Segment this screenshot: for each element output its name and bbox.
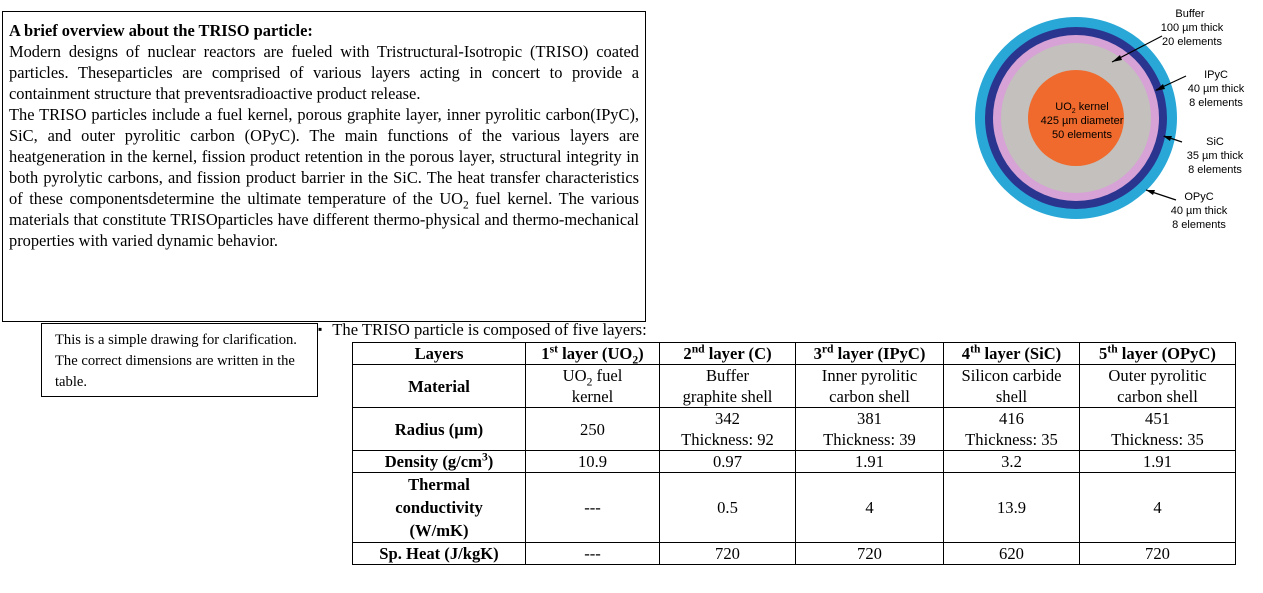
row-label-spheat: Sp. Heat (J/kgK) <box>353 543 526 565</box>
table-row-conductivity <box>353 473 1236 543</box>
header-layers: Layers <box>353 343 526 365</box>
kernel-label-line-3: 50 elements <box>1052 129 1112 141</box>
row-label-conductivity: Thermal conductivity (W/mK) <box>353 473 526 543</box>
header-layer-1: 1st layer $(UO_2)$ <box>526 343 660 365</box>
radius-cell-2: 342 Thickness: 92 <box>660 408 796 451</box>
row-label-radius: Radius (µm) <box>353 408 526 451</box>
header-layer-2: 2nd layer (C) <box>660 343 796 365</box>
overview-paragraph-2-start: The TRISO particles include a fuel kernel, porous graphite layer, inner pyrolitic carbon(IPyC), SiC, and outer pyrolitic carbon (OPyC). The main functions of the various layers are heatgeneration in the kernel, fission product retention in the porous layer, structural integrity in both pyrolytic carbons, and fission product barrier in the SiC. The heat transfer characteristics of these componentsdetermine the ultimate temperature of the UO <box>9 105 639 208</box>
opyc-pointer-arrow <box>1146 190 1155 195</box>
triso-particle-diagram <box>970 0 1263 240</box>
conductivity-cell-2: 0.5 <box>660 473 796 543</box>
material-cell-3: Inner pyrolitic carbon shell <box>796 365 944 408</box>
bullet-icon: ▪ <box>318 322 323 336</box>
material-cell-4: Silicon carbide shell <box>944 365 1080 408</box>
overview-box <box>2 11 646 322</box>
overview-paragraph-1: Modern designs of nuclear reactors are fueled with Tristructural-Isotropic (TRISO) coated particles. Theseparticles are comprised of various layers acting in concert to provide a containment structure that preventsradioactive product release. <box>9 42 639 103</box>
opyc-label-thickness: 40 µm thick <box>1170 205 1228 217</box>
five-layers-bullet <box>318 318 647 341</box>
radius-cell-5: 451 Thickness: 35 <box>1080 408 1236 451</box>
ipyc-label-elements: 8 elements <box>1189 97 1243 109</box>
kernel-label-line-2: 425 µm diameter <box>1040 115 1124 127</box>
clarification-note: This is a simple drawing for clarification. The correct dimensions are written in the table. <box>41 323 318 397</box>
opyc-label-elements: 8 elements <box>1172 219 1226 231</box>
radius-cell-4: 416 Thickness: 35 <box>944 408 1080 451</box>
overview-paragraph-2-end: fuel kernel. The various materials that constitute TRISOparticles have different thermo-physical and thermo-mechanical properties with varied dynamic behavior. <box>9 189 639 250</box>
ipyc-label-thickness: 40 µm thick <box>1187 83 1245 95</box>
uo2-subscript: 2 <box>463 199 469 212</box>
material-cell-5: Outer pyrolitic carbon shell <box>1080 365 1236 408</box>
row-label-density: Density $(g/cm^3)$ <box>353 451 526 473</box>
material-cell-2: Buffer graphite shell <box>660 365 796 408</box>
table-row-material <box>353 365 1236 408</box>
buffer-label-thickness: 100 µm thick <box>1160 22 1224 34</box>
layers-table <box>352 342 1236 565</box>
density-cell-1: 10.9 <box>526 451 660 473</box>
spheat-cell-5: 720 <box>1080 543 1236 565</box>
conductivity-cell-4: 13.9 <box>944 473 1080 543</box>
radius-cell-3: 381 Thickness: 39 <box>796 408 944 451</box>
header-layer-3: 3rd layer (IPyC) <box>796 343 944 365</box>
overview-paragraph-2 <box>9 104 639 251</box>
ipyc-label-name: IPyC <box>1204 69 1228 81</box>
spheat-cell-1: --- <box>526 543 660 565</box>
overview-heading: A brief overview about the TRISO particle: <box>9 21 313 40</box>
density-cell-2: 0.97 <box>660 451 796 473</box>
sic-label-thickness: 35 µm thick <box>1186 150 1244 162</box>
density-cell-5: 1.91 <box>1080 451 1236 473</box>
kernel-label-line-1: $UO_2$ kernel <box>1055 101 1109 115</box>
density-cell-4: 3.2 <box>944 451 1080 473</box>
spheat-cell-2: 720 <box>660 543 796 565</box>
sic-label-name: SiC <box>1206 136 1224 148</box>
material-cell-1: $UO_2$ fuel kernel <box>526 365 660 408</box>
conductivity-cell-5: 4 <box>1080 473 1236 543</box>
row-label-material: Material <box>353 365 526 408</box>
spheat-cell-4: 620 <box>944 543 1080 565</box>
buffer-label-elements: 20 elements <box>1162 36 1222 48</box>
table-header-row <box>353 343 1236 365</box>
table-row-density <box>353 451 1236 473</box>
opyc-label-name: OPyC <box>1184 191 1214 203</box>
conductivity-cell-1: --- <box>526 473 660 543</box>
conductivity-cell-3: 4 <box>796 473 944 543</box>
sic-label-elements: 8 elements <box>1188 164 1242 176</box>
bullet-text: The TRISO particle is composed of five layers: <box>332 320 647 339</box>
header-layer-5: 5th layer (OPyC) <box>1080 343 1236 365</box>
buffer-label-name: Buffer <box>1175 8 1205 20</box>
header-layer-4: 4th layer (SiC) <box>944 343 1080 365</box>
density-cell-3: 1.91 <box>796 451 944 473</box>
table-row-radius <box>353 408 1236 451</box>
table-row-spheat <box>353 543 1236 565</box>
spheat-cell-3: 720 <box>796 543 944 565</box>
radius-cell-1: 250 <box>526 408 660 451</box>
